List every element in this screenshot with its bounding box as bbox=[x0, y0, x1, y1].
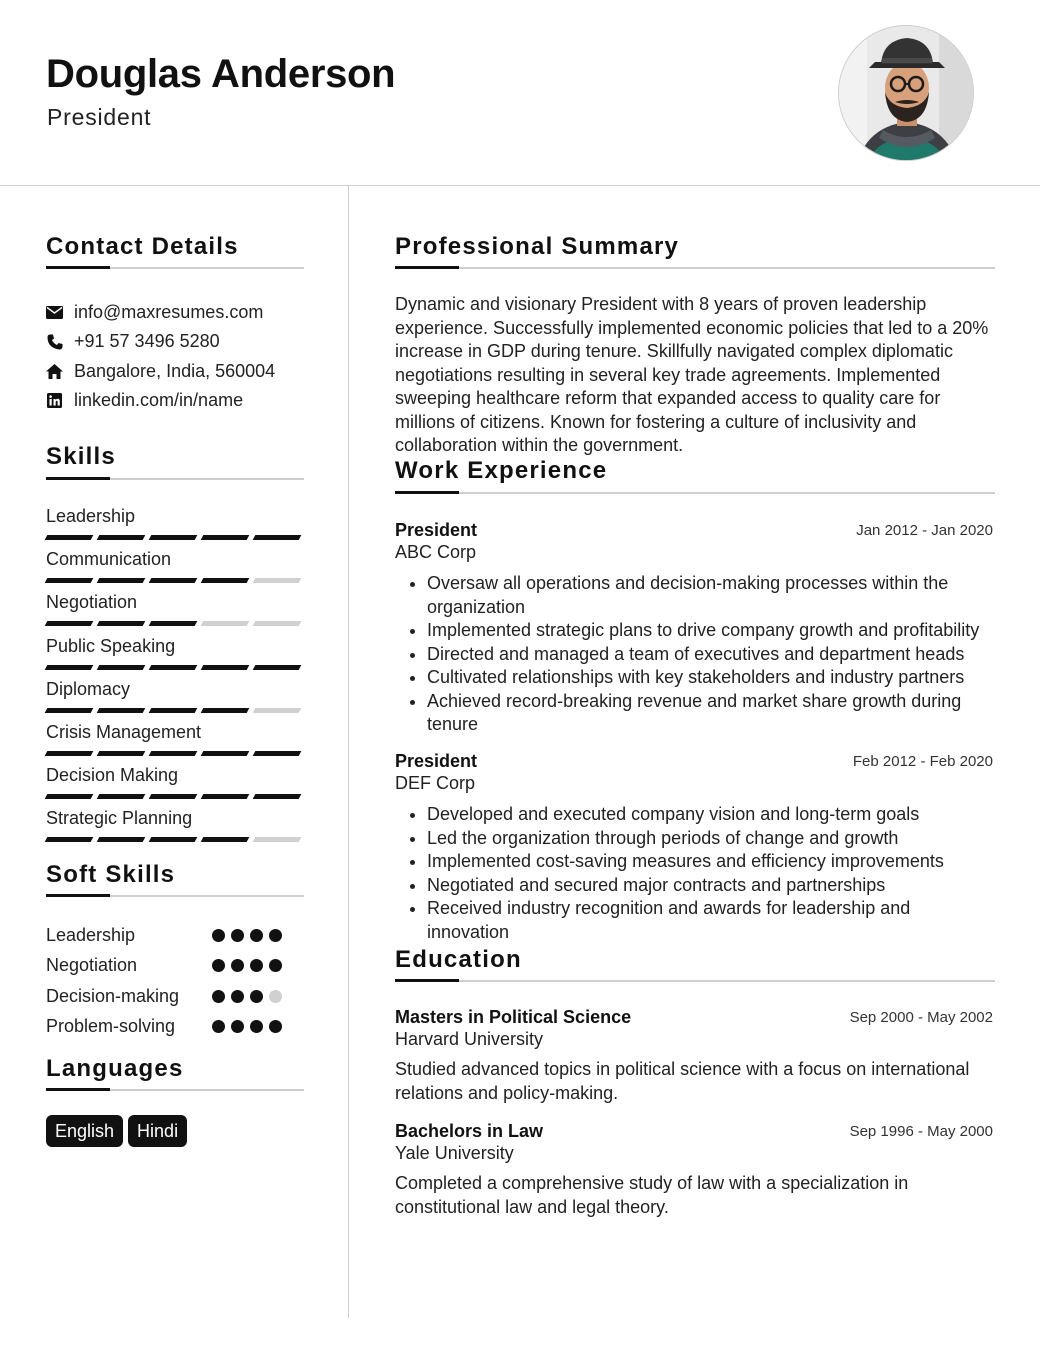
phone-icon bbox=[46, 333, 63, 350]
skill-rating-segment bbox=[97, 578, 146, 583]
skill-label: Decision Making bbox=[46, 765, 179, 786]
skill-rating-segment bbox=[201, 578, 250, 583]
soft-skill-label: Problem-solving bbox=[46, 1016, 176, 1037]
skill-rating-segment bbox=[253, 665, 302, 670]
skill-rating-bar bbox=[46, 535, 304, 540]
job-bullet: • Directed and managed a team of executives and department heads bbox=[427, 643, 995, 667]
contact-heading-rule bbox=[46, 267, 304, 269]
skill-rating-segment bbox=[201, 794, 250, 799]
skill-rating-segment bbox=[149, 578, 198, 583]
job-entry bbox=[395, 520, 995, 737]
skills-heading-rule bbox=[46, 478, 304, 480]
skill-rating-segment bbox=[201, 665, 250, 670]
address-text: Bangalore, India, 560004 bbox=[74, 360, 276, 381]
soft-skill-rating-dot bbox=[250, 990, 263, 1003]
soft-skill-rating-dot bbox=[212, 990, 225, 1003]
job-bullet: • Achieved record-breaking revenue and market share growth during tenure bbox=[427, 690, 995, 737]
education-entry bbox=[395, 1007, 995, 1105]
soft-skill-rating-dot bbox=[250, 1020, 263, 1033]
skill-rating-segment bbox=[45, 535, 94, 540]
soft-skill-rating-dot bbox=[231, 959, 244, 972]
skill-rating-segment bbox=[149, 621, 198, 626]
skill-rating-segment bbox=[253, 751, 302, 756]
job-bullet: • Negotiated and secured major contracts and partnerships bbox=[427, 874, 995, 898]
skill-rating-segment bbox=[253, 535, 302, 540]
linkedin-text[interactable]: linkedin.com/in/name bbox=[74, 390, 244, 411]
job-bullet: • Oversaw all operations and decision-making processes within the organization bbox=[427, 572, 995, 619]
job-bullet: • Implemented strategic plans to drive company growth and profitability bbox=[427, 619, 995, 643]
soft-skill-label: Negotiation bbox=[46, 955, 138, 976]
skill-rating-segment bbox=[201, 621, 250, 626]
skill-rating-segment bbox=[45, 708, 94, 713]
skill-rating-segment bbox=[253, 578, 302, 583]
soft-skill-rating-dot bbox=[231, 1020, 244, 1033]
skill-item bbox=[46, 720, 304, 763]
job-title: President bbox=[395, 751, 478, 771]
home-icon bbox=[46, 363, 63, 380]
soft-skill-label: Leadership bbox=[46, 924, 136, 945]
skill-item bbox=[46, 590, 304, 633]
candidate-name: Douglas Anderson bbox=[46, 52, 396, 96]
skill-item bbox=[46, 677, 304, 720]
soft-skill-rating-dot bbox=[250, 929, 263, 942]
skill-label: Strategic Planning bbox=[46, 808, 193, 829]
degree-title: Masters in Political Science bbox=[395, 1007, 632, 1027]
experience-heading-rule bbox=[395, 492, 995, 494]
skill-rating-segment bbox=[201, 751, 250, 756]
job-bullet: • Cultivated relationships with key stakeholders and industry partners bbox=[427, 666, 995, 690]
column-divider bbox=[348, 186, 349, 1318]
skill-rating-segment bbox=[149, 535, 198, 540]
skill-rating-segment bbox=[97, 665, 146, 670]
profile-photo bbox=[838, 25, 974, 161]
skill-rating-segment bbox=[45, 837, 94, 842]
email-text[interactable]: info@maxresumes.com bbox=[74, 302, 264, 323]
education-heading: Education bbox=[395, 946, 522, 973]
soft-skill-rating-dot bbox=[250, 959, 263, 972]
soft-skill-item bbox=[46, 951, 304, 982]
job-bullet: • Developed and executed company vision and long-term goals bbox=[427, 803, 995, 827]
skill-label: Leadership bbox=[46, 506, 136, 526]
skill-label: Negotiation bbox=[46, 592, 138, 613]
skill-rating-segment bbox=[45, 794, 94, 799]
skill-rating-bar bbox=[46, 621, 304, 626]
job-bullets bbox=[395, 572, 995, 737]
soft-skills-heading: Soft Skills bbox=[46, 861, 176, 888]
soft-skill-item bbox=[46, 1012, 304, 1043]
languages-heading: Languages bbox=[46, 1055, 184, 1082]
skill-rating-segment bbox=[97, 794, 146, 799]
soft-skill-rating-dot bbox=[231, 929, 244, 942]
skills-list bbox=[46, 504, 304, 850]
skill-rating-bar bbox=[46, 794, 304, 799]
skill-item bbox=[46, 504, 304, 547]
language-tag: English bbox=[46, 1115, 123, 1147]
skill-item bbox=[46, 547, 304, 590]
summary-text: Dynamic and visionary President with 8 years of proven leadership experience. Successfully implemented economic policies that led to a 20% increase in GDP during tenure. Skillfully navigated complex diplomatic negotiations resulting in several key trade agreements. Implemented sweeping healthcare reform that expanded access to quality care for millions of citizens. Known for fostering a culture of inclusivity and collaboration within the government. bbox=[395, 294, 989, 455]
soft-skill-rating-dot bbox=[269, 990, 282, 1003]
skill-rating-segment bbox=[149, 794, 198, 799]
soft-skill-rating-dot bbox=[212, 959, 225, 972]
contact-email bbox=[46, 298, 275, 327]
skill-rating-segment bbox=[45, 578, 94, 583]
skill-item bbox=[46, 806, 304, 849]
skill-rating-bar bbox=[46, 837, 304, 842]
skills-heading: Skills bbox=[46, 443, 116, 470]
profile-photo-illustration bbox=[839, 26, 974, 161]
language-tag: Hindi bbox=[128, 1115, 187, 1147]
contact-list bbox=[46, 298, 275, 415]
skill-rating-bar bbox=[46, 708, 304, 713]
skill-label: Crisis Management bbox=[46, 721, 202, 742]
soft-skill-item bbox=[46, 981, 304, 1012]
education-dates: Sep 1996 - May 2000 bbox=[849, 1123, 993, 1140]
skill-rating-segment bbox=[97, 708, 146, 713]
languages-heading-rule bbox=[46, 1089, 304, 1091]
skill-rating-segment bbox=[201, 837, 250, 842]
job-bullets bbox=[395, 803, 995, 944]
skill-rating-segment bbox=[201, 535, 250, 540]
skill-rating-segment bbox=[149, 751, 198, 756]
soft-skill-rating-dots bbox=[212, 929, 282, 942]
soft-skill-rating-dots bbox=[212, 1020, 282, 1033]
job-title: President bbox=[395, 520, 478, 540]
education-heading-rule bbox=[395, 980, 995, 982]
soft-skill-rating-dot bbox=[212, 929, 225, 942]
soft-skill-rating-dot bbox=[269, 929, 282, 942]
phone-text: +91 57 3496 5280 bbox=[74, 331, 220, 352]
skill-item bbox=[46, 763, 304, 806]
languages-list bbox=[46, 1115, 187, 1147]
experience-heading: Work Experience bbox=[395, 457, 608, 484]
soft-skill-rating-dot bbox=[231, 990, 244, 1003]
resume-header bbox=[0, 0, 1040, 186]
skill-label: Communication bbox=[46, 549, 172, 570]
skill-rating-segment bbox=[149, 708, 198, 713]
skill-rating-segment bbox=[253, 794, 302, 799]
degree-title: Bachelors in Law bbox=[395, 1121, 544, 1141]
skill-rating-segment bbox=[253, 708, 302, 713]
summary-heading-rule bbox=[395, 267, 995, 269]
skill-rating-segment bbox=[97, 535, 146, 540]
skill-rating-segment bbox=[149, 665, 198, 670]
skill-rating-segment bbox=[149, 837, 198, 842]
soft-skill-label: Decision-making bbox=[46, 985, 180, 1006]
skill-label: Diplomacy bbox=[46, 678, 131, 699]
summary-heading: Professional Summary bbox=[395, 233, 680, 260]
contact-linkedin bbox=[46, 386, 275, 415]
education-dates: Sep 2000 - May 2002 bbox=[849, 1009, 993, 1026]
soft-skill-rating-dot bbox=[269, 959, 282, 972]
school-name: Harvard University bbox=[395, 1029, 544, 1049]
skill-rating-segment bbox=[45, 621, 94, 626]
education-entry bbox=[395, 1121, 995, 1219]
contact-phone bbox=[46, 327, 275, 356]
skill-rating-segment bbox=[253, 837, 302, 842]
job-bullet: • Received industry recognition and awards for leadership and innovation bbox=[427, 897, 995, 944]
skill-rating-segment bbox=[45, 665, 94, 670]
soft-skills-heading-rule bbox=[46, 895, 304, 897]
soft-skill-item bbox=[46, 920, 304, 951]
education-description: Completed a comprehensive study of law with a specialization in constitutional law and legal theory. bbox=[395, 1173, 909, 1217]
contact-heading: Contact Details bbox=[46, 233, 239, 260]
school-name: Yale University bbox=[395, 1143, 514, 1163]
job-bullet: • Led the organization through periods of change and growth bbox=[427, 827, 995, 851]
soft-skill-rating-dots bbox=[212, 990, 282, 1003]
envelope-icon bbox=[46, 304, 63, 321]
skill-item bbox=[46, 634, 304, 677]
skill-rating-segment bbox=[253, 621, 302, 626]
skill-rating-bar bbox=[46, 578, 304, 583]
skill-rating-segment bbox=[97, 837, 146, 842]
job-bullet: • Implemented cost-saving measures and efficiency improvements bbox=[427, 850, 995, 874]
soft-skills-list bbox=[46, 920, 304, 1042]
soft-skill-rating-dot bbox=[269, 1020, 282, 1033]
job-company: ABC Corp bbox=[395, 542, 477, 562]
soft-skill-rating-dot bbox=[212, 1020, 225, 1033]
job-dates: Jan 2012 - Jan 2020 bbox=[856, 522, 993, 539]
job-company: DEF Corp bbox=[395, 773, 476, 793]
skill-rating-bar bbox=[46, 751, 304, 756]
job-dates: Feb 2012 - Feb 2020 bbox=[852, 753, 993, 770]
skill-rating-segment bbox=[201, 708, 250, 713]
education-description: Studied advanced topics in political science with a focus on international relations and policy-making. bbox=[395, 1059, 970, 1103]
soft-skill-rating-dots bbox=[212, 959, 282, 972]
linkedin-icon bbox=[46, 392, 63, 409]
skill-label: Public Speaking bbox=[46, 635, 176, 656]
skill-rating-bar bbox=[46, 665, 304, 670]
skill-rating-segment bbox=[97, 751, 146, 756]
skill-rating-segment bbox=[45, 751, 94, 756]
job-entry bbox=[395, 751, 995, 944]
candidate-title: President bbox=[47, 104, 152, 130]
skill-rating-segment bbox=[97, 621, 146, 626]
contact-address bbox=[46, 357, 275, 386]
